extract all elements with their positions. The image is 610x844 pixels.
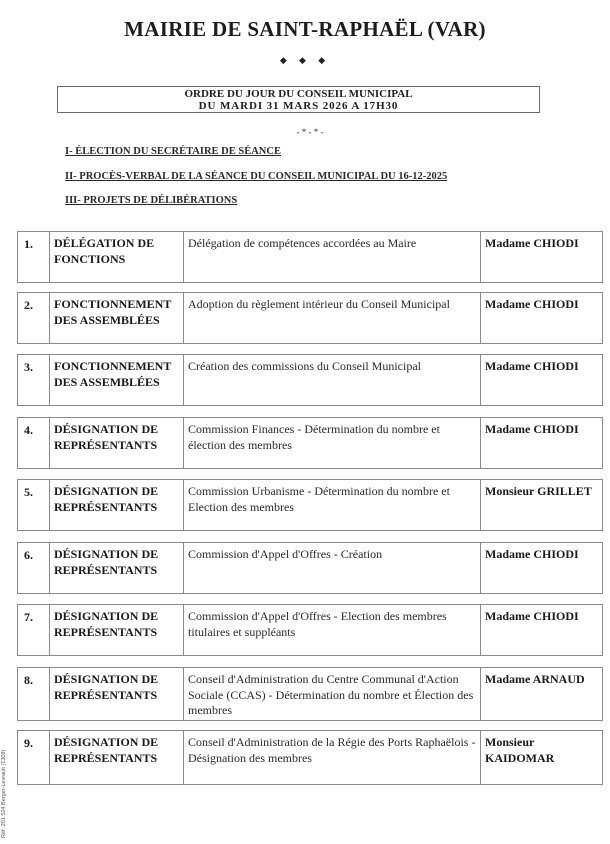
item-description: Commission d'Appel d'Offres - Election des membres titulaires et suppléants: [183, 605, 480, 655]
item-category: FONCTIONNEMENT DES ASSEMBLÉES: [49, 355, 183, 405]
item-number: 5.: [24, 485, 33, 499]
agenda-item-row: [17, 730, 603, 785]
item-rapporteur: Monsieur KAIDOMAR: [480, 731, 602, 784]
item-description: Délégation de compétences accordées au Maire: [183, 232, 480, 282]
agenda-item-row: [17, 604, 603, 656]
agenda-item-row: [17, 354, 603, 406]
agenda-header-line2: DU MARDI 31 MARS 2026 A 17H30: [198, 100, 399, 112]
item-number: 6.: [24, 548, 33, 562]
item-category: DÉSIGNATION DE REPRÉSENTANTS: [49, 418, 183, 468]
item-description: Commission Urbanisme - Détermination du nombre et Election des membres: [183, 480, 480, 530]
agenda-item-row: [17, 542, 603, 594]
item-description: Commission d'Appel d'Offres - Création: [183, 543, 480, 593]
agenda-item-row: [17, 417, 603, 469]
item-rapporteur: Madame CHIODI: [480, 355, 602, 405]
item-category: DÉSIGNATION DE REPRÉSENTANTS: [49, 605, 183, 655]
item-description: Commission Finances - Détermination du nombre et élection des membres: [183, 418, 480, 468]
agenda-item-row: [17, 231, 603, 283]
item-rapporteur: Madame CHIODI: [480, 293, 602, 343]
separator-ornament: - * - * -: [296, 127, 324, 137]
section-heading-3: III- PROJETS DE DÉLIBÉRATIONS: [65, 195, 238, 206]
item-rapporteur: Monsieur GRILLET: [480, 480, 602, 530]
agenda-header-box: [57, 86, 540, 113]
item-number: 9.: [24, 736, 33, 750]
section-heading-2: II- PROCÈS-VERBAL DE LA SÉANCE DU CONSEIL MUNICIPAL DU 16-12-2025: [65, 171, 448, 182]
item-rapporteur: Madame CHIODI: [480, 232, 602, 282]
item-number: 7.: [24, 610, 33, 624]
item-number: 3.: [24, 360, 33, 374]
item-category: DÉSIGNATION DE REPRÉSENTANTS: [49, 543, 183, 593]
agenda-header-line1: ORDRE DU JOUR DU CONSEIL MUNICIPAL: [184, 88, 413, 100]
item-number: 2.: [24, 298, 33, 312]
item-number: 8.: [24, 673, 33, 687]
item-rapporteur: Madame ARNAUD: [480, 668, 602, 720]
item-rapporteur: Madame CHIODI: [480, 543, 602, 593]
item-category: DÉSIGNATION DE REPRÉSENTANTS: [49, 731, 183, 784]
item-number: 1.: [24, 237, 33, 251]
section-heading-1: I- ÉLECTION DU SECRÉTAIRE DE SÉANCE: [65, 146, 281, 157]
item-number: 4.: [24, 423, 33, 437]
agenda-item-row: [17, 667, 603, 721]
diamond-ornament-icon: ◆ ◆ ◆: [279, 55, 331, 65]
item-rapporteur: Madame CHIODI: [480, 418, 602, 468]
item-category: DÉLÉGATION DE FONCTIONS: [49, 232, 183, 282]
item-category: FONCTIONNEMENT DES ASSEMBLÉES: [49, 293, 183, 343]
item-description: Conseil d'Administration du Centre Communal d'Action Sociale (CCAS) - Détermination du nombre et Élection des membres: [183, 668, 480, 720]
agenda-item-row: [17, 479, 603, 531]
item-description: Création des commissions du Conseil Municipal: [183, 355, 480, 405]
item-description: Adoption du règlement intérieur du Conseil Municipal: [183, 293, 480, 343]
side-reference-text: Réf. 201 524 Berger-Levrault (1309): [1, 749, 7, 838]
item-category: DÉSIGNATION DE REPRÉSENTANTS: [49, 480, 183, 530]
document-title: MAIRIE DE SAINT-RAPHAËL (VAR): [124, 17, 486, 41]
item-description: Conseil d'Administration de la Régie des Ports Raphaëlois - Désignation des membres: [183, 731, 480, 784]
item-rapporteur: Madame CHIODI: [480, 605, 602, 655]
agenda-item-row: [17, 292, 603, 344]
item-category: DÉSIGNATION DE REPRÉSENTANTS: [49, 668, 183, 720]
